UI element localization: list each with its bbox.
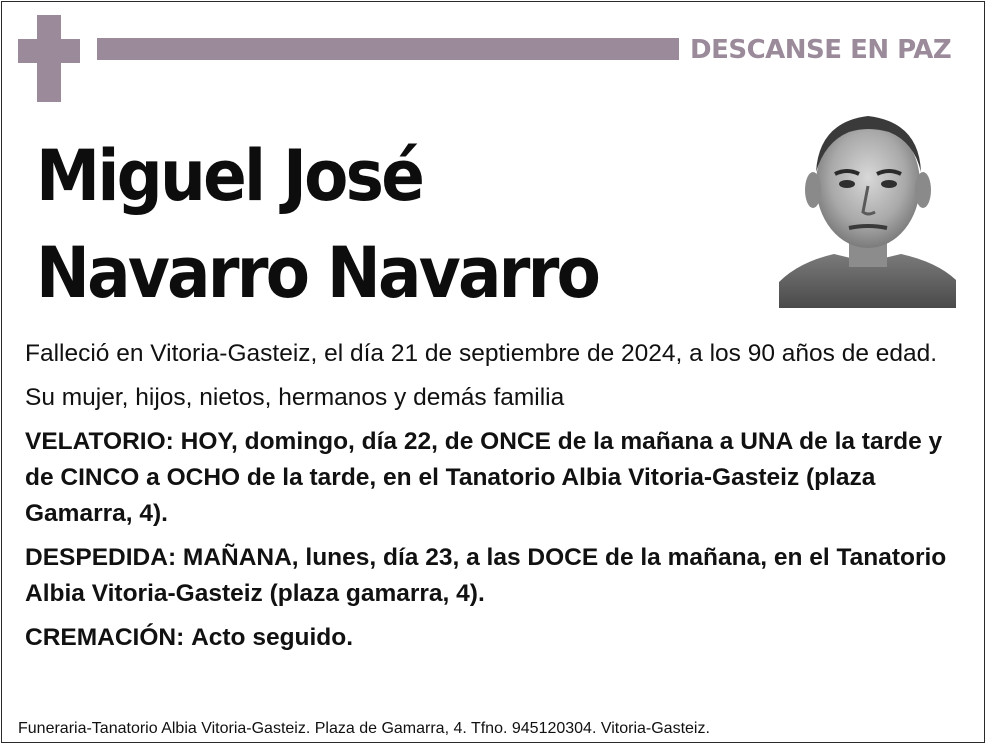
- despedida-label: DESPEDIDA:: [25, 544, 177, 571]
- cremacion-text: Acto seguido.: [191, 624, 354, 651]
- despedida-section: [25, 540, 965, 612]
- family-text: Su mujer, hijos, nietos, hermanos y demás familia: [25, 384, 565, 411]
- deceased-name-line1: Miguel José: [36, 135, 423, 217]
- deceased-name: [36, 128, 698, 322]
- velatorio-label: VELATORIO:: [25, 428, 174, 455]
- header-tag: DESCANSE EN PAZ: [690, 35, 952, 65]
- velatorio-text: HOY, domingo, día 22, de ONCE de la mañana a UNA de la tarde y de CINCO a OCHO de la tarde, en el Tanatorio Albia Vitoria-Gasteiz (plaza Gamarra, 4).: [25, 428, 943, 527]
- death-text: Falleció en Vitoria-Gasteiz, el día 21 de septiembre de 2024, a los 90 años de edad.: [25, 340, 938, 367]
- announcement-body: [25, 336, 965, 664]
- cremacion-label: CREMACIÓN:: [25, 624, 185, 651]
- deceased-name-line2: Navarro Navarro: [36, 232, 599, 314]
- cremacion-section: [25, 620, 965, 656]
- velatorio-section: [25, 424, 965, 532]
- funeral-home-footer: Funeraria-Tanatorio Albia Vitoria-Gasteiz. Plaza de Gamarra, 4. Tfno. 945120304. Vitoria-Gasteiz.: [18, 720, 710, 737]
- despedida-text: MAÑANA, lunes, día 23, a las DOCE de la mañana, en el Tanatorio Albia Vitoria-Gasteiz (plaza gamarra, 4).: [25, 544, 947, 607]
- portrait-photo: [779, 102, 956, 308]
- header-rule: [97, 38, 679, 60]
